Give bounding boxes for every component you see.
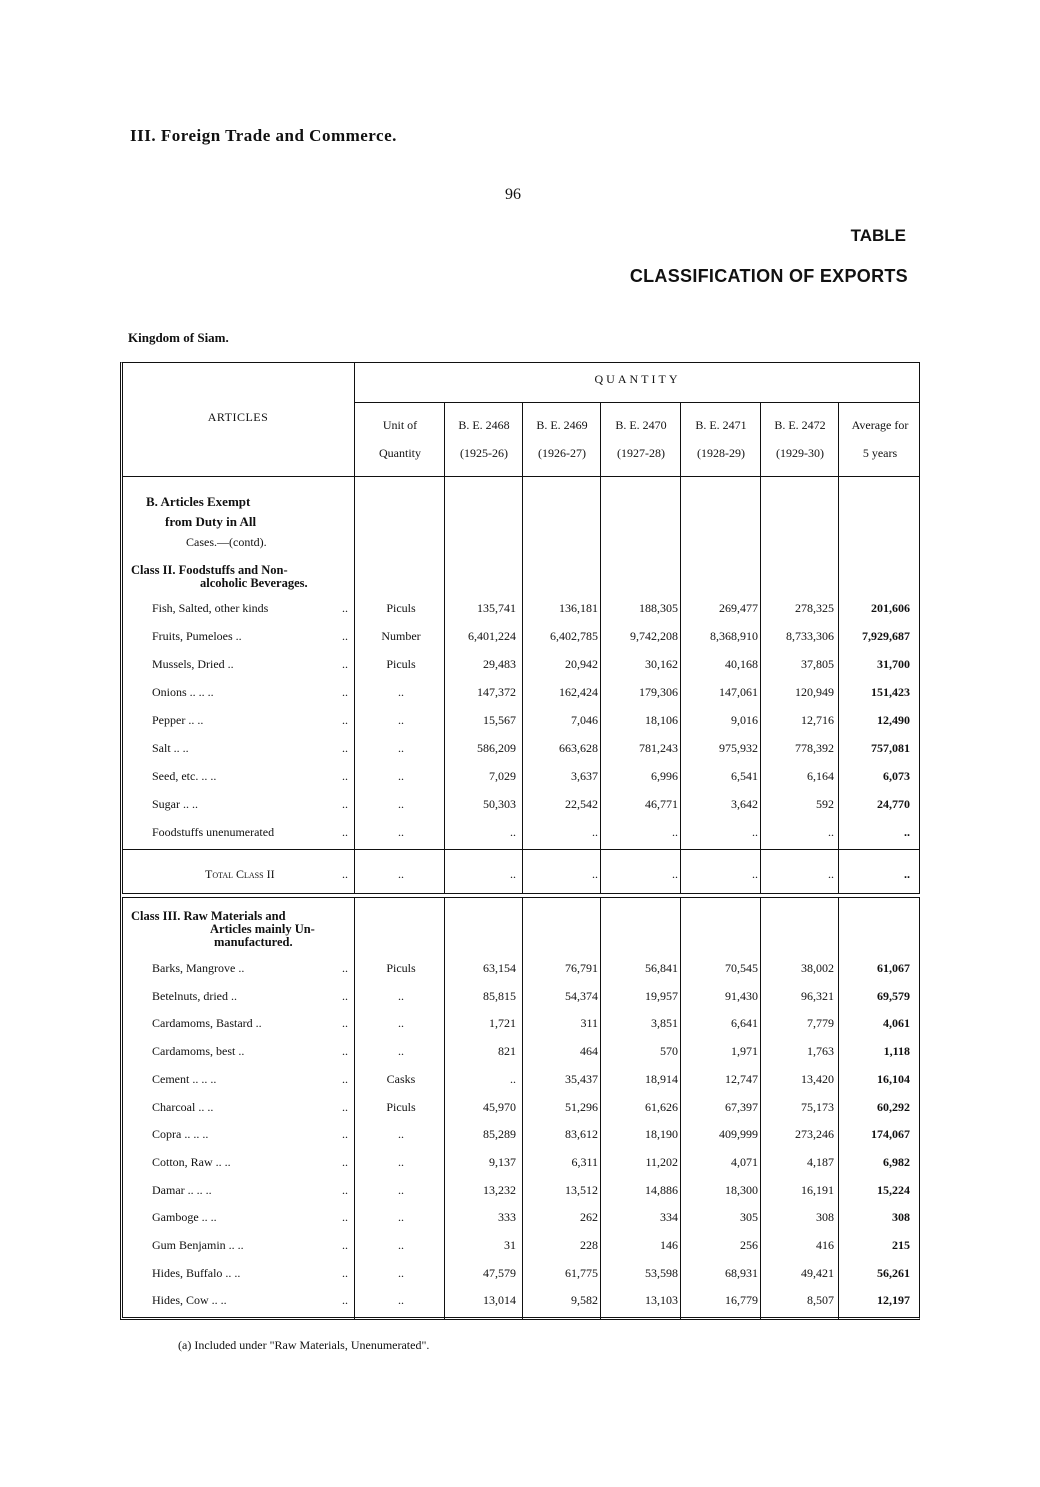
cell-dots: .. bbox=[342, 601, 348, 615]
year-header-label: B. E. 2469 bbox=[536, 418, 588, 432]
cell-v3: 11,202 bbox=[645, 1154, 678, 1169]
cell-v4: 975,932 bbox=[719, 741, 758, 755]
cell-v3: .. bbox=[672, 825, 678, 839]
cell-v5: 278,325 bbox=[795, 601, 834, 615]
cell-avg: 56,261 bbox=[877, 1265, 910, 1280]
cell-v2: 22,542 bbox=[565, 797, 598, 811]
table-row bbox=[0, 684, 1040, 712]
cell-unit: .. bbox=[398, 1154, 404, 1169]
cell-v5: 16,191 bbox=[801, 1182, 834, 1197]
table-row bbox=[0, 824, 1040, 852]
table-row bbox=[0, 1099, 1040, 1127]
cell-v1: 63,154 bbox=[483, 961, 516, 975]
cell-v5: 37,805 bbox=[801, 657, 834, 671]
cell-dots: .. bbox=[342, 741, 348, 755]
cell-avg: 69,579 bbox=[877, 988, 910, 1003]
cell-v5: 12,716 bbox=[801, 713, 834, 727]
cell-v2: 61,775 bbox=[565, 1265, 598, 1280]
cell-unit: .. bbox=[398, 988, 404, 1003]
cell-v2: 136,181 bbox=[559, 601, 598, 615]
cell-name: Gum Benjamin .. .. bbox=[152, 1238, 244, 1252]
cell-v4: 4,071 bbox=[731, 1154, 758, 1169]
cell-avg: 12,490 bbox=[877, 713, 910, 727]
cell-dots: .. bbox=[342, 629, 348, 643]
table-row bbox=[0, 1182, 1040, 1210]
cell-v5: 6,164 bbox=[807, 769, 834, 783]
cell-unit: .. bbox=[398, 1044, 404, 1059]
cell-v2: 76,791 bbox=[565, 961, 598, 975]
cell-v1: 821 bbox=[498, 1044, 516, 1059]
total-cell-name: Total Class II bbox=[205, 867, 275, 881]
cell-v5: 96,321 bbox=[801, 988, 834, 1003]
cell-name: Charcoal .. .. bbox=[152, 1099, 214, 1114]
cell-v3: 18,106 bbox=[645, 713, 678, 727]
cell-v4: .. bbox=[752, 825, 758, 839]
cell-unit: Piculs bbox=[386, 601, 416, 615]
cell-v3: 6,996 bbox=[651, 769, 678, 783]
cell-v1: 135,741 bbox=[477, 601, 516, 615]
cell-v4: 269,477 bbox=[719, 601, 758, 615]
cell-avg: 15,224 bbox=[877, 1182, 910, 1197]
average-header-line2: 5 years bbox=[862, 446, 898, 460]
cell-dots: .. bbox=[342, 988, 348, 1003]
cell-v4: 9,016 bbox=[731, 713, 758, 727]
cell-v1: 7,029 bbox=[489, 769, 516, 783]
table-row bbox=[0, 796, 1040, 824]
header-rule bbox=[122, 476, 920, 477]
cell-name: Onions .. .. .. bbox=[152, 685, 214, 699]
cell-v3: 18,914 bbox=[645, 1071, 678, 1086]
cell-v4: 256 bbox=[740, 1238, 758, 1252]
cell-avg: 6,073 bbox=[883, 769, 910, 783]
cell-v5: 120,949 bbox=[795, 685, 834, 699]
cell-v4: 40,168 bbox=[725, 657, 758, 671]
cell-v1: 85,815 bbox=[483, 988, 516, 1003]
cell-v4: 6,541 bbox=[731, 769, 758, 783]
cell-unit: Piculs bbox=[386, 1099, 416, 1114]
unit-header-line1: Unit of bbox=[382, 418, 418, 432]
cell-v3: 781,243 bbox=[639, 741, 678, 755]
cell-name: Sugar .. .. bbox=[152, 797, 198, 811]
cell-v1: 15,567 bbox=[483, 713, 516, 727]
cell-dots: .. bbox=[342, 1238, 348, 1252]
cell-avg: 31,700 bbox=[877, 657, 910, 671]
cell-v4: 18,300 bbox=[725, 1182, 758, 1197]
cell-v4: 3,642 bbox=[731, 797, 758, 811]
cell-v3: 9,742,208 bbox=[630, 629, 678, 643]
cell-v3: 61,626 bbox=[645, 1099, 678, 1114]
table-row bbox=[0, 600, 1040, 628]
cell-v2: 3,637 bbox=[571, 769, 598, 783]
cell-name: Foodstuffs unenumerated bbox=[152, 825, 275, 839]
cell-v2: 6,311 bbox=[571, 1154, 598, 1169]
cell-v5: 778,392 bbox=[795, 741, 834, 755]
cell-v1: 13,232 bbox=[483, 1182, 516, 1197]
total-cell-avg: .. bbox=[904, 867, 910, 881]
cell-v3: 19,957 bbox=[645, 988, 678, 1003]
cell-v2: 311 bbox=[580, 1016, 598, 1031]
cell-unit: .. bbox=[398, 713, 404, 727]
cell-v5: 308 bbox=[816, 1210, 834, 1225]
table-row bbox=[0, 628, 1040, 656]
cell-name: Damar .. .. .. bbox=[152, 1182, 212, 1197]
total-cell-v2: .. bbox=[592, 867, 598, 881]
year-header-label: B. E. 2470 bbox=[615, 418, 667, 432]
cell-unit: .. bbox=[398, 1127, 404, 1142]
cell-v5: 38,002 bbox=[801, 961, 834, 975]
cell-v4: 6,641 bbox=[731, 1016, 758, 1031]
cell-v5: 13,420 bbox=[801, 1071, 834, 1086]
cell-name: Gamboge .. .. bbox=[152, 1210, 217, 1225]
year-header-period: (1928-29) bbox=[697, 446, 745, 460]
cell-v5: 592 bbox=[816, 797, 834, 811]
cell-name: Copra .. .. .. bbox=[152, 1127, 209, 1142]
cell-dots: .. bbox=[342, 1265, 348, 1280]
cell-v1: .. bbox=[510, 1071, 516, 1086]
cell-avg: .. bbox=[904, 825, 910, 839]
country-label: Kingdom of Siam. bbox=[128, 330, 229, 345]
cell-name: Pepper .. .. bbox=[152, 713, 204, 727]
cell-unit: .. bbox=[398, 1238, 404, 1252]
total-cell-v1: .. bbox=[510, 867, 516, 881]
cell-name: Barks, Mangrove .. bbox=[152, 961, 245, 975]
cell-name: Cardamoms, best .. bbox=[152, 1044, 245, 1059]
cell-v1: 6,401,224 bbox=[468, 629, 516, 643]
table-row bbox=[0, 1154, 1040, 1182]
cell-dots: .. bbox=[342, 1071, 348, 1086]
cell-v3: 46,771 bbox=[645, 797, 678, 811]
total-row bbox=[0, 866, 1040, 894]
cell-dots: .. bbox=[342, 1293, 348, 1308]
cell-unit: .. bbox=[398, 769, 404, 783]
cell-v4: 305 bbox=[740, 1210, 758, 1225]
table-row bbox=[0, 656, 1040, 684]
cell-v4: 1,971 bbox=[731, 1044, 758, 1059]
cell-unit: Number bbox=[381, 629, 421, 643]
cell-dots: .. bbox=[342, 1016, 348, 1031]
cell-v2: .. bbox=[592, 825, 598, 839]
table-row bbox=[0, 1237, 1040, 1265]
cell-avg: 12,197 bbox=[877, 1293, 910, 1308]
cell-v4: 70,545 bbox=[725, 961, 758, 975]
year-header-period: (1925-26) bbox=[460, 446, 508, 460]
cell-dots: .. bbox=[342, 1182, 348, 1197]
table-row bbox=[0, 988, 1040, 1016]
average-header-line1: Average for bbox=[851, 418, 909, 432]
cell-dots: .. bbox=[342, 1044, 348, 1059]
cell-avg: 16,104 bbox=[877, 1071, 910, 1086]
cell-avg: 60,292 bbox=[877, 1099, 910, 1114]
articles-header: ARTICLES bbox=[207, 410, 269, 424]
cell-v5: 4,187 bbox=[807, 1154, 834, 1169]
year-header-period: (1927-28) bbox=[617, 446, 665, 460]
cell-name: Cotton, Raw .. .. bbox=[152, 1154, 231, 1169]
quantity-header: QUANTITY bbox=[594, 372, 681, 386]
cell-avg: 757,081 bbox=[871, 741, 910, 755]
cell-v1: 333 bbox=[498, 1210, 516, 1225]
cell-name: Salt .. .. bbox=[152, 741, 189, 755]
table-row bbox=[0, 712, 1040, 740]
cell-v5: 75,173 bbox=[801, 1099, 834, 1114]
cell-unit: .. bbox=[398, 797, 404, 811]
cell-v2: 6,402,785 bbox=[550, 629, 598, 643]
cell-name: Fish, Salted, other kinds bbox=[152, 601, 269, 615]
cell-v3: 13,103 bbox=[645, 1293, 678, 1308]
cell-v3: 570 bbox=[660, 1044, 678, 1059]
cell-v2: 54,374 bbox=[565, 988, 598, 1003]
cell-v1: 9,137 bbox=[489, 1154, 516, 1169]
cell-avg: 61,067 bbox=[877, 961, 910, 975]
cell-dots: .. bbox=[342, 1099, 348, 1114]
class2-heading-line1: Class II. Foodstuffs and Non- bbox=[131, 563, 288, 577]
cell-v4: 16,779 bbox=[725, 1293, 758, 1308]
cell-v2: 51,296 bbox=[565, 1099, 598, 1114]
cell-v1: 13,014 bbox=[483, 1293, 516, 1308]
cell-v2: 83,612 bbox=[565, 1127, 598, 1142]
cell-dots: .. bbox=[342, 797, 348, 811]
cell-dots: .. bbox=[342, 657, 348, 671]
cell-unit: .. bbox=[398, 685, 404, 699]
cell-unit: .. bbox=[398, 741, 404, 755]
unit-header-line2: Quantity bbox=[379, 446, 421, 460]
total-cell-v3: .. bbox=[672, 867, 678, 881]
cell-unit: Casks bbox=[386, 1071, 416, 1086]
cell-v2: 7,046 bbox=[571, 713, 598, 727]
year-header-label: B. E. 2471 bbox=[695, 418, 747, 432]
cell-avg: 174,067 bbox=[871, 1127, 910, 1142]
cell-dots: .. bbox=[342, 769, 348, 783]
section-b-line1: B. Articles Exempt bbox=[146, 494, 251, 509]
cell-v3: 334 bbox=[660, 1210, 678, 1225]
cell-unit: Piculs bbox=[386, 657, 416, 671]
cell-avg: 6,982 bbox=[883, 1154, 910, 1169]
cell-unit: .. bbox=[398, 1293, 404, 1308]
cell-v4: 409,999 bbox=[719, 1127, 758, 1142]
cell-v5: 1,763 bbox=[807, 1044, 834, 1059]
table-row bbox=[0, 768, 1040, 796]
cell-v3: 18,190 bbox=[645, 1127, 678, 1142]
cell-v3: 56,841 bbox=[645, 961, 678, 975]
cell-v3: 3,851 bbox=[651, 1016, 678, 1031]
class2-heading-line2: alcoholic Beverages. bbox=[200, 576, 308, 590]
cell-v1: 85,289 bbox=[483, 1127, 516, 1142]
cell-v4: 91,430 bbox=[725, 988, 758, 1003]
cell-v4: 147,061 bbox=[719, 685, 758, 699]
cell-dots: .. bbox=[342, 1154, 348, 1169]
year-header-label: B. E. 2472 bbox=[774, 418, 826, 432]
section-b-line2: from Duty in All bbox=[165, 514, 257, 529]
cell-dots: .. bbox=[342, 961, 348, 975]
cell-v2: 35,437 bbox=[565, 1071, 598, 1086]
table-row bbox=[0, 1209, 1040, 1237]
cell-v1: 29,483 bbox=[483, 657, 516, 671]
cell-name: Seed, etc. .. .. bbox=[152, 769, 217, 783]
cell-v3: 30,162 bbox=[645, 657, 678, 671]
header-rule bbox=[354, 402, 920, 403]
cell-v3: 53,598 bbox=[645, 1265, 678, 1280]
cell-unit: .. bbox=[398, 1210, 404, 1225]
cell-v1: .. bbox=[510, 825, 516, 839]
cell-avg: 201,606 bbox=[871, 601, 910, 615]
cell-v4: 8,368,910 bbox=[710, 629, 758, 643]
cell-v2: 464 bbox=[580, 1044, 598, 1059]
cell-unit: .. bbox=[398, 1016, 404, 1031]
table-row bbox=[0, 1071, 1040, 1099]
cell-v2: 162,424 bbox=[559, 685, 598, 699]
cell-avg: 4,061 bbox=[883, 1016, 910, 1031]
total-cell-unit: .. bbox=[398, 867, 404, 881]
table-row bbox=[0, 1043, 1040, 1071]
table-row bbox=[0, 1265, 1040, 1293]
year-header-label: B. E. 2468 bbox=[458, 418, 510, 432]
cell-dots: .. bbox=[342, 825, 348, 839]
cell-v3: 179,306 bbox=[639, 685, 678, 699]
table-row bbox=[0, 1126, 1040, 1154]
section-b-line3: Cases.—(contd). bbox=[186, 535, 267, 549]
cell-dots: .. bbox=[342, 685, 348, 699]
cell-name: Mussels, Dried .. bbox=[152, 657, 234, 671]
cell-v1: 147,372 bbox=[477, 685, 516, 699]
year-header-period: (1926-27) bbox=[538, 446, 586, 460]
cell-v3: 146 bbox=[660, 1238, 678, 1252]
cell-avg: 1,118 bbox=[883, 1044, 910, 1059]
cell-unit: Piculs bbox=[386, 961, 416, 975]
cell-v3: 14,886 bbox=[645, 1182, 678, 1197]
class3-heading-line2: Articles mainly Un- bbox=[210, 922, 315, 936]
section-heading: III. Foreign Trade and Commerce. bbox=[130, 126, 397, 145]
cell-v1: 50,303 bbox=[483, 797, 516, 811]
table-row bbox=[0, 1015, 1040, 1043]
cell-dots: .. bbox=[342, 1127, 348, 1142]
cell-avg: 308 bbox=[892, 1210, 910, 1225]
cell-v2: 9,582 bbox=[571, 1293, 598, 1308]
cell-v1: 47,579 bbox=[483, 1265, 516, 1280]
table-title: CLASSIFICATION OF EXPORTS bbox=[629, 266, 908, 286]
cell-v2: 13,512 bbox=[565, 1182, 598, 1197]
cell-avg: 24,770 bbox=[877, 797, 910, 811]
footnote: (a) Included under "Raw Materials, Unenumerated". bbox=[178, 1338, 430, 1352]
cell-name: Fruits, Pumeloes .. bbox=[152, 629, 242, 643]
cell-v2: 228 bbox=[580, 1238, 598, 1252]
cell-name: Hides, Cow .. .. bbox=[152, 1293, 227, 1308]
cell-name: Cardamoms, Bastard .. bbox=[152, 1016, 262, 1031]
cell-dots: .. bbox=[342, 713, 348, 727]
total-cell-v5: .. bbox=[828, 867, 834, 881]
cell-v5: 8,733,306 bbox=[786, 629, 834, 643]
cell-v3: 188,305 bbox=[639, 601, 678, 615]
cell-v5: 49,421 bbox=[801, 1265, 834, 1280]
cell-avg: 151,423 bbox=[871, 685, 910, 699]
cell-v1: 1,721 bbox=[489, 1016, 516, 1031]
cell-unit: .. bbox=[398, 825, 404, 839]
table-row bbox=[0, 740, 1040, 768]
cell-v4: 68,931 bbox=[725, 1265, 758, 1280]
cell-v5: 416 bbox=[816, 1238, 834, 1252]
cell-v5: 7,779 bbox=[807, 1016, 834, 1031]
table-row bbox=[0, 960, 1040, 988]
class3-heading-line3: manufactured. bbox=[214, 935, 293, 949]
class3-heading-line1: Class III. Raw Materials and bbox=[131, 909, 286, 923]
cell-v2: 663,628 bbox=[559, 741, 598, 755]
table-label: TABLE bbox=[850, 226, 906, 245]
cell-unit: .. bbox=[398, 1265, 404, 1280]
cell-v5: 8,507 bbox=[807, 1293, 834, 1308]
cell-v4: 67,397 bbox=[725, 1099, 758, 1114]
page-number: 96 bbox=[505, 186, 521, 203]
cell-v1: 31 bbox=[504, 1238, 516, 1252]
cell-avg: 215 bbox=[892, 1238, 910, 1252]
total-cell-v4: .. bbox=[752, 867, 758, 881]
total-cell-dots: .. bbox=[342, 867, 348, 881]
cell-avg: 7,929,687 bbox=[862, 629, 910, 643]
cell-v5: .. bbox=[828, 825, 834, 839]
cell-v5: 273,246 bbox=[795, 1127, 834, 1142]
cell-name: Hides, Buffalo .. .. bbox=[152, 1265, 241, 1280]
cell-v1: 586,209 bbox=[477, 741, 516, 755]
cell-v1: 45,970 bbox=[483, 1099, 516, 1114]
year-header-period: (1929-30) bbox=[776, 446, 824, 460]
cell-v4: 12,747 bbox=[725, 1071, 758, 1086]
cell-v2: 262 bbox=[580, 1210, 598, 1225]
cell-name: Betelnuts, dried .. bbox=[152, 988, 237, 1003]
cell-dots: .. bbox=[342, 1210, 348, 1225]
cell-unit: .. bbox=[398, 1182, 404, 1197]
table-row bbox=[0, 1292, 1040, 1320]
cell-name: Cement .. .. .. bbox=[152, 1071, 217, 1086]
cell-v2: 20,942 bbox=[565, 657, 598, 671]
